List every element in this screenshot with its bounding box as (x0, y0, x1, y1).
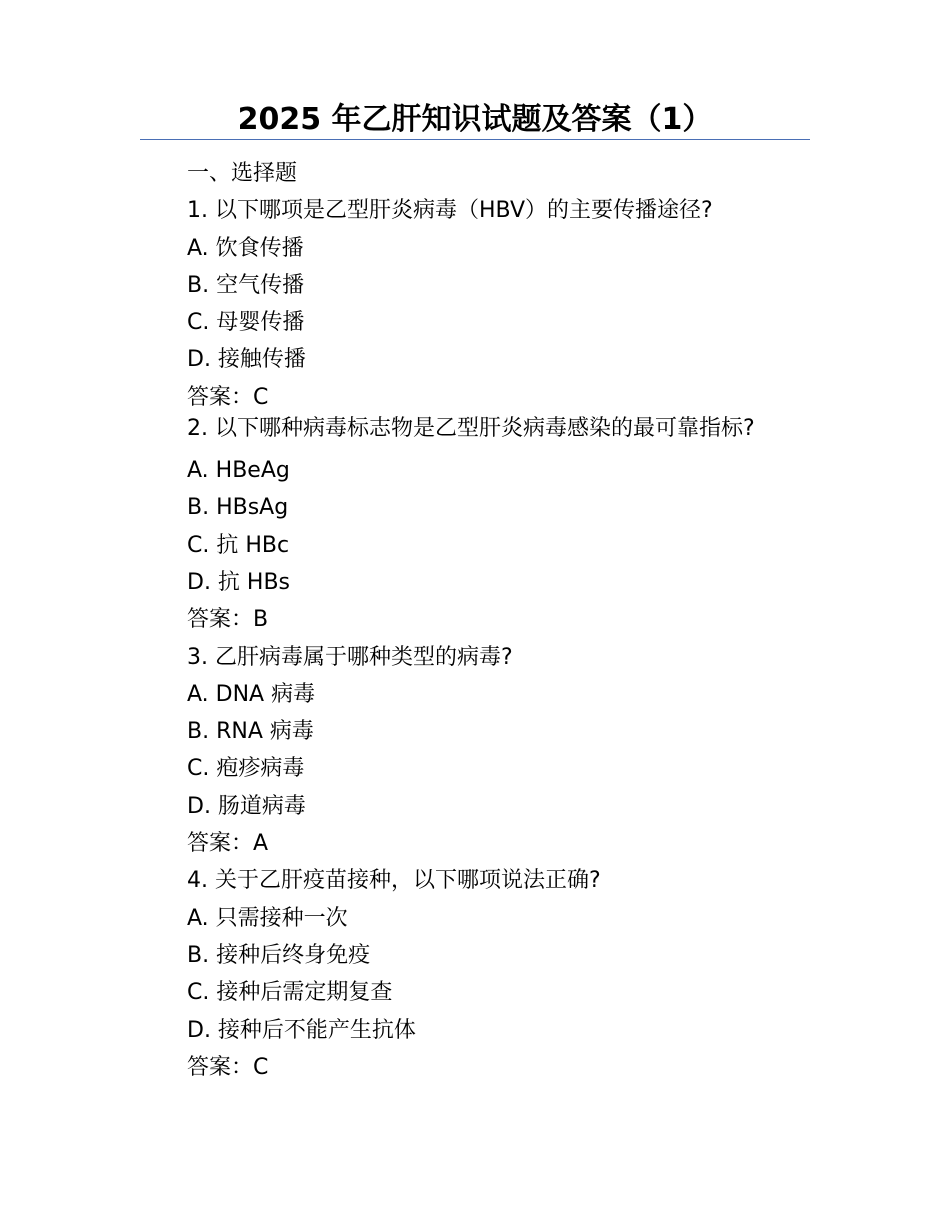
document-title: 2025 年乙肝知识试题及答案（1） (237, 102, 713, 137)
question-text: 3. 乙肝病毒属于哪种类型的病毒? (187, 644, 513, 670)
option: D. 接种后不能产生抗体 (187, 1017, 416, 1043)
option: D. 接触传播 (187, 347, 306, 373)
option: A. 只需接种一次 (187, 905, 348, 931)
question-text: 2. 以下哪种病毒标志物是乙型肝炎病毒感染的最可靠指标? (187, 416, 755, 442)
document-body (140, 155, 810, 1086)
option: A. 饮食传播 (187, 235, 304, 261)
answer: 答案：C (187, 1054, 269, 1080)
question-block (140, 639, 810, 863)
option: C. 接种后需定期复查 (187, 980, 393, 1006)
answer: 答案：B (187, 607, 269, 633)
option: B. 空气传播 (187, 272, 305, 298)
answer: 答案：A (187, 831, 269, 857)
title-underline (140, 139, 810, 140)
option: D. 肠道病毒 (187, 793, 306, 819)
option: D. 抗 HBs (187, 569, 291, 595)
question-block (140, 416, 810, 638)
option: C. 母婴传播 (187, 310, 305, 336)
option: A. DNA 病毒 (187, 681, 316, 707)
option: A. HBeAg (187, 458, 290, 484)
question-block (140, 192, 810, 416)
option: C. 疱疹病毒 (187, 756, 305, 782)
question-text: 4. 关于乙肝疫苗接种，以下哪项说法正确? (187, 868, 601, 894)
answer: 答案：C (187, 384, 269, 410)
question-text: 1. 以下哪项是乙型肝炎病毒（HBV）的主要传播途径? (187, 198, 713, 224)
option: C. 抗 HBc (187, 532, 290, 558)
option: B. RNA 病毒 (187, 719, 314, 745)
section-heading: 一、选择题 (187, 161, 298, 186)
question-block (140, 862, 810, 1086)
option: B. HBsAg (187, 495, 289, 521)
option: B. 接种后终身免疫 (187, 942, 371, 968)
